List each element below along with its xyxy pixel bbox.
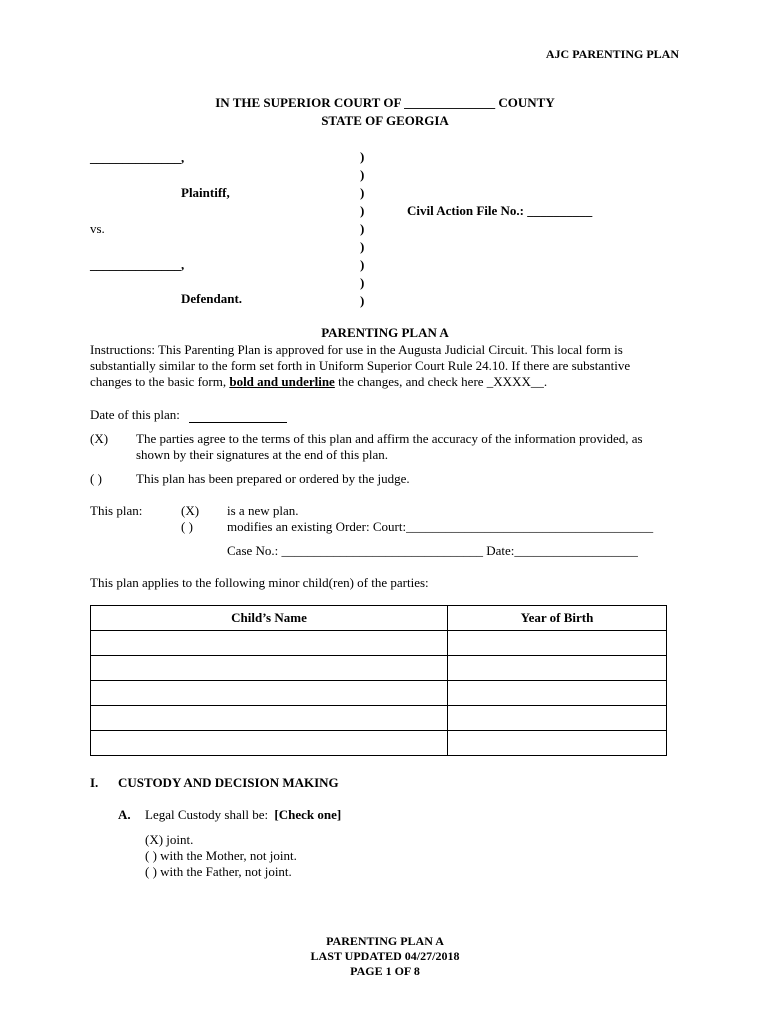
paren: ) [360, 167, 365, 182]
date-of-plan-row [90, 407, 287, 423]
footer-updated: LAST UPDATED 04/27/2018 [310, 949, 460, 963]
table-row [91, 631, 667, 656]
year-of-birth-header: Year of Birth [448, 606, 667, 631]
civil-action-line [407, 203, 592, 219]
civil-action-label: Civil Action File No.: [407, 203, 524, 218]
custody-option-father[interactable]: ( ) with the Father, not joint. [145, 864, 292, 879]
court-suffix: COUNTY [498, 95, 555, 110]
defendant-name-field[interactable]: ______________, [90, 257, 185, 272]
defendant-label: Defendant. [181, 291, 243, 306]
date-of-plan-field[interactable] [189, 408, 287, 423]
child-name-cell[interactable] [91, 706, 448, 731]
this-plan-label: This plan: [90, 503, 143, 518]
court-title-line2: STATE OF GEORGIA [321, 113, 449, 128]
instructions-line3-prefix: changes to the basic form, [90, 374, 227, 389]
modify-plan-text: modifies an existing Order: Court:______________________________________ [227, 519, 654, 534]
modify-plan-mark[interactable]: ( ) [181, 519, 193, 534]
table-row [91, 706, 667, 731]
plaintiff-name-field[interactable]: ______________, [90, 150, 185, 165]
agree-mark[interactable]: (X) [90, 431, 109, 446]
children-table [90, 605, 667, 756]
paren: ) [360, 239, 365, 254]
custody-option-mother[interactable]: ( ) with the Mother, not joint. [145, 848, 297, 863]
table-row [91, 731, 667, 756]
plan-title: PARENTING PLAN A [321, 325, 449, 340]
agree-text-line1: The parties agree to the terms of this plan and affirm the accuracy of the information provided, as [136, 431, 643, 446]
case-number-line: Case No.: _______________________________ Date:___________________ [227, 543, 638, 558]
new-plan-mark[interactable]: (X) [181, 503, 200, 518]
table-row [91, 656, 667, 681]
paren: ) [360, 257, 365, 272]
paren: ) [360, 185, 365, 200]
paren: ) [360, 293, 365, 308]
year-of-birth-cell[interactable] [448, 631, 667, 656]
child-name-cell[interactable] [91, 681, 448, 706]
year-of-birth-cell[interactable] [448, 731, 667, 756]
legal-custody-line [145, 807, 341, 823]
bold-underline-text: bold and underline [229, 374, 335, 389]
judge-text: This plan has been prepared or ordered by the judge. [136, 471, 410, 486]
year-of-birth-cell[interactable] [448, 706, 667, 731]
instructions-line3-end: . [543, 374, 548, 389]
subsection-letter: A. [118, 807, 131, 822]
year-of-birth-cell[interactable] [448, 656, 667, 681]
paren: ) [360, 275, 365, 290]
children-table-header [91, 606, 667, 631]
child-name-header: Child’s Name [91, 606, 448, 631]
instructions-line3 [90, 374, 547, 390]
child-name-cell[interactable] [91, 631, 448, 656]
county-field[interactable]: ______________ [404, 95, 496, 110]
child-name-cell[interactable] [91, 656, 448, 681]
form-name-header: AJC PARENTING PLAN [545, 47, 679, 61]
plaintiff-label: Plaintiff, [181, 185, 230, 200]
civil-action-field[interactable]: __________ [527, 203, 593, 218]
caption-paren-column [360, 148, 364, 310]
year-of-birth-cell[interactable] [448, 681, 667, 706]
paren: ) [360, 221, 365, 236]
table-row [91, 681, 667, 706]
instructions-line1: Instructions: This Parenting Plan is approved for use in the Augusta Judicial Circuit. This local form is [90, 342, 623, 357]
footer-title: PARENTING PLAN A [326, 934, 444, 948]
section-number: I. [90, 775, 99, 790]
child-name-cell[interactable] [91, 731, 448, 756]
versus-label: vs. [90, 221, 105, 236]
court-title-line1 [0, 95, 770, 111]
instructions-line2: substantially similar to the form set forth in Uniform Superior Court Rule 24.10. If there are substantive [90, 358, 631, 373]
children-intro: This plan applies to the following minor child(ren) of the parties: [90, 575, 429, 590]
custody-option-joint[interactable]: (X) joint. [145, 832, 194, 847]
agree-text-line2: shown by their signatures at the end of this plan. [136, 447, 389, 462]
date-of-plan-label: Date of this plan: [90, 407, 180, 422]
paren: ) [360, 203, 365, 218]
substantive-changes-checkbox[interactable]: _XXXX__ [486, 374, 544, 389]
new-plan-text: is a new plan. [227, 503, 299, 518]
check-one-hint: [Check one] [274, 807, 342, 822]
section-title: CUSTODY AND DECISION MAKING [118, 775, 339, 790]
judge-mark[interactable]: ( ) [90, 471, 102, 486]
instructions-line3-mid: the changes, and check here [338, 374, 484, 389]
footer-page-number: PAGE 1 OF 8 [350, 964, 420, 978]
paren: ) [360, 149, 365, 164]
legal-custody-text: Legal Custody shall be: [145, 807, 269, 822]
court-prefix: IN THE SUPERIOR COURT OF [215, 95, 401, 110]
